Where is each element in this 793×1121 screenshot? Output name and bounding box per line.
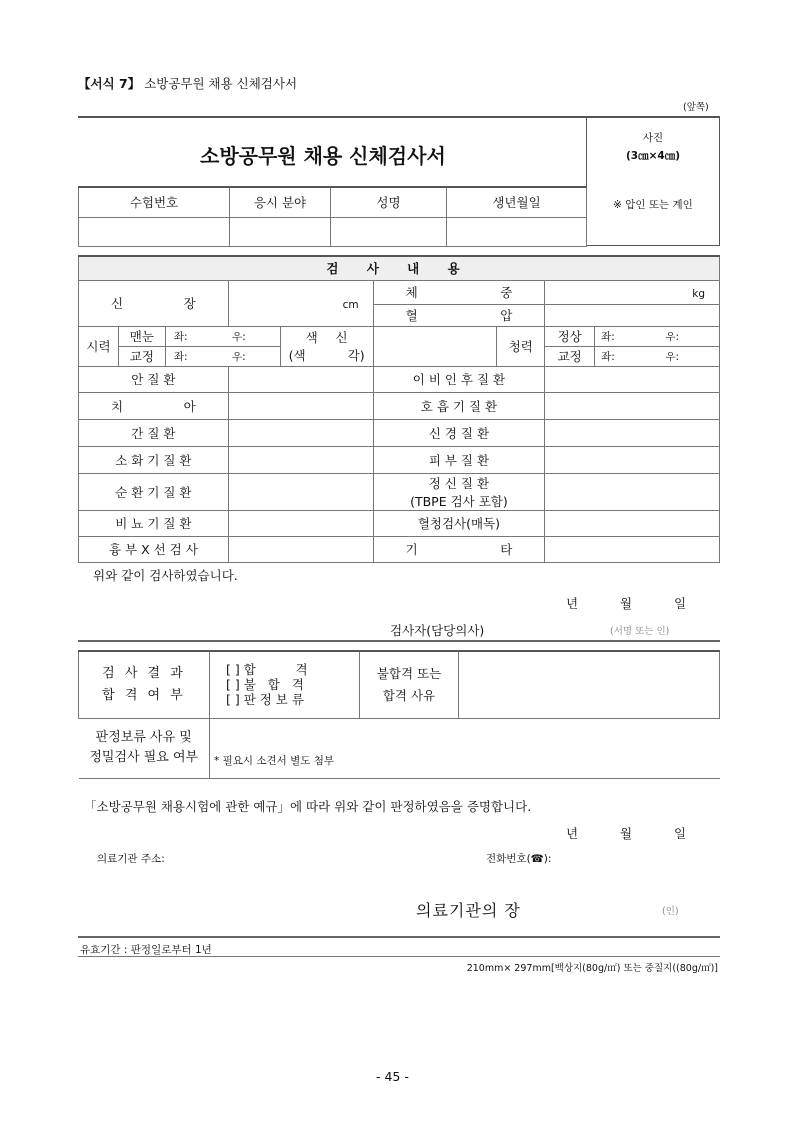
bp-value[interactable] bbox=[545, 304, 720, 326]
exam-row-label: 간 질 환 bbox=[79, 419, 229, 446]
height-label: 신 장 bbox=[79, 280, 229, 326]
height-value[interactable] bbox=[228, 280, 373, 326]
phone-label: 전화번호(☎): bbox=[486, 853, 552, 865]
exam-row-value[interactable] bbox=[228, 446, 373, 473]
weight-label: 체 중 bbox=[373, 280, 545, 304]
field-cell[interactable] bbox=[230, 217, 331, 246]
pass-option[interactable]: [ ] 합 격 bbox=[226, 662, 308, 678]
paper-spec: 210mm× 297mm[백상지(80g/㎡) 또는 중질지((80g/㎡)] bbox=[466, 963, 718, 974]
exam-row-label: 순 환 기 질 환 bbox=[79, 473, 229, 510]
exam-row-label: 치 아 bbox=[79, 392, 229, 419]
exam-row-value[interactable] bbox=[545, 510, 720, 536]
birth-header: 생년월일 bbox=[447, 187, 587, 217]
name-cell[interactable] bbox=[331, 217, 447, 246]
vision-corrected-label: 교정 bbox=[118, 346, 165, 366]
exam-heading: 검 사 내 용 bbox=[79, 256, 720, 280]
vision-naked-values[interactable]: 좌: 우: bbox=[165, 326, 280, 346]
mental-label: 정 신 질 환 bbox=[428, 475, 490, 491]
weight-value[interactable] bbox=[545, 280, 720, 304]
exam-row-value[interactable] bbox=[545, 473, 720, 510]
photo-box bbox=[586, 116, 720, 246]
exam-row-value[interactable] bbox=[545, 446, 720, 473]
main-title: 소방공무원 채용 신체검사서 bbox=[200, 144, 446, 168]
page-number: - 45 - bbox=[376, 1069, 409, 1084]
exam-row-label: 신 경 질 환 bbox=[373, 419, 545, 446]
weight-unit: kg bbox=[692, 287, 705, 300]
form-header-title: 소방공무원 채용 신체검사서 bbox=[144, 76, 298, 91]
exam-row-label: 호 흡 기 질 환 bbox=[373, 392, 545, 419]
exam-row-value[interactable] bbox=[228, 473, 373, 510]
hold-label: 판정보류 사유 및 정밀검사 필요 여부 bbox=[79, 718, 210, 778]
reason-label: 불합격 또는 합격 사유 bbox=[360, 651, 459, 718]
exam-row-value[interactable] bbox=[545, 392, 720, 419]
exam-row-label: 흉 부 X 선 검 사 bbox=[79, 536, 229, 562]
result-options[interactable] bbox=[210, 651, 360, 718]
exam-number-header: 수험번호 bbox=[79, 187, 230, 217]
hearing-corrected-label: 교정 bbox=[545, 346, 595, 366]
reason-value[interactable] bbox=[459, 651, 720, 718]
exam-row-label: 안 질 환 bbox=[79, 366, 229, 392]
date-year: 년 bbox=[566, 596, 579, 611]
hold-option[interactable]: [ ] 판 정 보 류 bbox=[226, 692, 304, 708]
divider bbox=[78, 640, 720, 642]
hearing-label: 청력 bbox=[497, 326, 545, 366]
examiner-sign: (서명 또는 인) bbox=[610, 626, 670, 637]
footer-divider bbox=[78, 936, 720, 938]
exam-row-value[interactable] bbox=[545, 419, 720, 446]
exam-row-value[interactable] bbox=[228, 536, 373, 562]
exam-row-label: 비 뇨 기 질 환 bbox=[79, 510, 229, 536]
validity-note: 유효기간 : 판정일로부터 1년 bbox=[80, 944, 212, 956]
exam-row-label: 소 화 기 질 환 bbox=[79, 446, 229, 473]
exam-row-value[interactable] bbox=[228, 366, 373, 392]
exam-row-label: 이 비 인 후 질 환 bbox=[373, 366, 545, 392]
cert-date-month: 월 bbox=[620, 826, 633, 841]
hearing-corrected-values[interactable]: 좌: 우: bbox=[595, 346, 720, 366]
result-label: 검 사 결 과 합 격 여 부 bbox=[79, 651, 210, 718]
exam-table bbox=[78, 255, 720, 563]
height-unit: cm bbox=[342, 298, 359, 311]
tbpe-label: (TBPE 검사 포함) bbox=[410, 493, 508, 509]
photo-size: (3㎝×4㎝) bbox=[625, 150, 680, 162]
exam-row-value[interactable] bbox=[228, 510, 373, 536]
examiner-label: 검사자(담당의사) bbox=[390, 623, 485, 638]
exam-row-value[interactable] bbox=[545, 536, 720, 562]
hearing-normal-values[interactable]: 좌: 우: bbox=[595, 326, 720, 346]
form-number-line bbox=[78, 74, 297, 92]
field-header: 응시 분야 bbox=[230, 187, 331, 217]
name-header: 성명 bbox=[331, 187, 447, 217]
date-day: 일 bbox=[674, 596, 687, 611]
exam-row-label: 기 타 bbox=[373, 536, 545, 562]
hold-value[interactable] bbox=[210, 718, 720, 778]
result-table bbox=[78, 650, 720, 779]
date-month: 월 bbox=[620, 596, 633, 611]
fail-option[interactable]: [ ] 불 합 격 bbox=[226, 677, 304, 693]
applicant-table bbox=[78, 186, 587, 247]
vision-corrected-values[interactable]: 좌: 우: bbox=[165, 346, 280, 366]
cert-date-day: 일 bbox=[674, 826, 687, 841]
institution-head: 의료기관의 장 bbox=[416, 901, 521, 920]
certify-text: 「소방공무원 채용시험에 관한 예규」에 따라 위와 같이 판정하였음을 증명합니다. bbox=[84, 799, 532, 814]
footer-line bbox=[78, 956, 720, 957]
vision-naked-label: 맨눈 bbox=[118, 326, 165, 346]
exam-row-label: 피 부 질 환 bbox=[373, 446, 545, 473]
photo-note: ※ 압인 또는 계인 bbox=[613, 199, 693, 211]
exam-row-label: 혈청검사(매독) bbox=[373, 510, 545, 536]
exam-row-label bbox=[373, 473, 545, 510]
exam-row-value[interactable] bbox=[228, 419, 373, 446]
exam-row-value[interactable] bbox=[228, 392, 373, 419]
exam-number-cell[interactable] bbox=[79, 217, 230, 246]
color-value[interactable] bbox=[373, 326, 497, 366]
page-side: (앞쪽) bbox=[683, 102, 709, 113]
bp-label: 혈 압 bbox=[373, 304, 545, 326]
address-label: 의료기관 주소: bbox=[97, 853, 165, 865]
hold-note: * 필요시 소견서 별도 첨부 bbox=[214, 754, 335, 767]
vision-label: 시력 bbox=[79, 326, 119, 366]
color-label: 색 신 (색 각) bbox=[280, 326, 373, 366]
statement-examined: 위와 같이 검사하였습니다. bbox=[93, 568, 238, 583]
hearing-normal-label: 정상 bbox=[545, 326, 595, 346]
form-number: 【서식 7】 bbox=[78, 76, 141, 91]
cert-date-year: 년 bbox=[566, 826, 579, 841]
exam-row-value[interactable] bbox=[545, 366, 720, 392]
birth-cell[interactable] bbox=[447, 217, 587, 246]
photo-label: 사진 bbox=[642, 132, 664, 144]
institution-seal: (인) bbox=[662, 906, 679, 917]
